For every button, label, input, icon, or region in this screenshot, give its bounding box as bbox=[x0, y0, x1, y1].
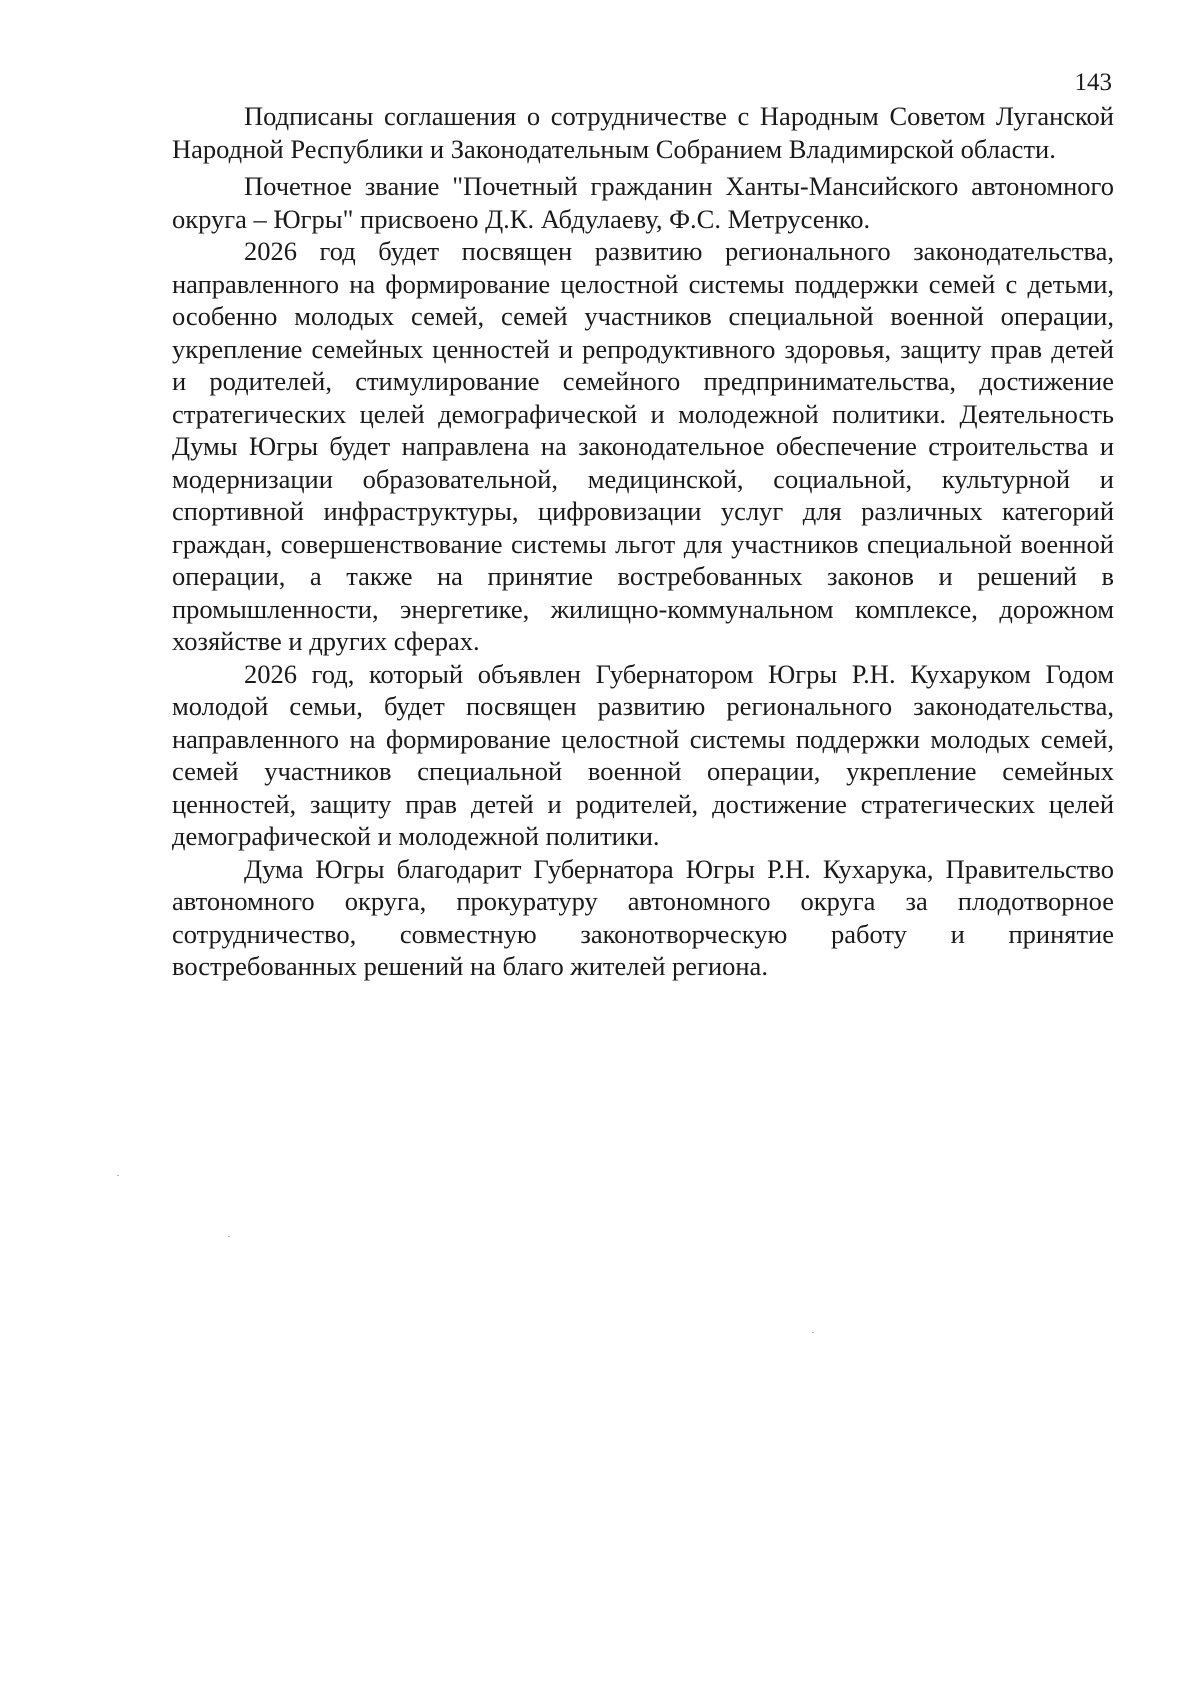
scan-speck bbox=[812, 1332, 814, 1333]
scan-speck bbox=[228, 1236, 230, 1237]
page-number: 143 bbox=[1074, 69, 1112, 96]
document-body bbox=[172, 100, 1114, 983]
paragraph-legislation-plans: 2026 год будет посвящен развитию регионального законодательства, направленного на формирование целостной системы поддержки семей с детьми, особенно молодых семей, семей участников специальной военной операции, укрепление семейных ценностей и репродуктивного здоровья, защиту прав детей и родителей, стимулирование семейного предпринимательства, достижение стратегических целей демографической и молодежной политики. Деятельность Думы Югры будет направлена на законодательное обеспечение строительства и модернизации образовательной, медицинской, социальной, культурной и спортивной инфраструктуры, цифровизации услуг для различных категорий граждан, совершенствование системы льгот для участников специальной военной операции, а также на принятие востребованных законов и решений в промышленности, энергетике, жилищно-коммунальном комплексе, дорожном хозяйстве и других сферах. bbox=[172, 236, 1114, 656]
paragraph-gratitude: Дума Югры благодарит Губернатора Югры Р.Н. Кухарука, Правительство автономного округа, прокуратуру автономного округа за плодотворное сотрудничество, совместную законотворческую работу и принятие востребованных решений на благо жителей региона. bbox=[172, 853, 1114, 981]
scan-speck bbox=[117, 1175, 119, 1176]
paragraph-agreements: Подписаны соглашения о сотрудничестве с Народным Советом Луганской Народной Республики и Законодательным Собранием Владимирской области. bbox=[172, 101, 1114, 164]
paragraph-honorary-title: Почетное звание "Почетный гражданин Ханты-Мансийского автономного округа – Югры" присвоено Д.К. Абдулаеву, Ф.С. Метрусенко. bbox=[172, 171, 1114, 234]
paragraph-year-of-young-family: 2026 год, который объявлен Губернатором Югры Р.Н. Кухаруком Годом молодой семьи, будет посвящен развитию регионального законодательства, направленного на формирование целостной системы поддержки молодых семей, семей участников специальной военной операции, укрепление семейных ценностей, защиту прав детей и родителей, достижение стратегических целей демографической и молодежной политики. bbox=[172, 658, 1114, 851]
